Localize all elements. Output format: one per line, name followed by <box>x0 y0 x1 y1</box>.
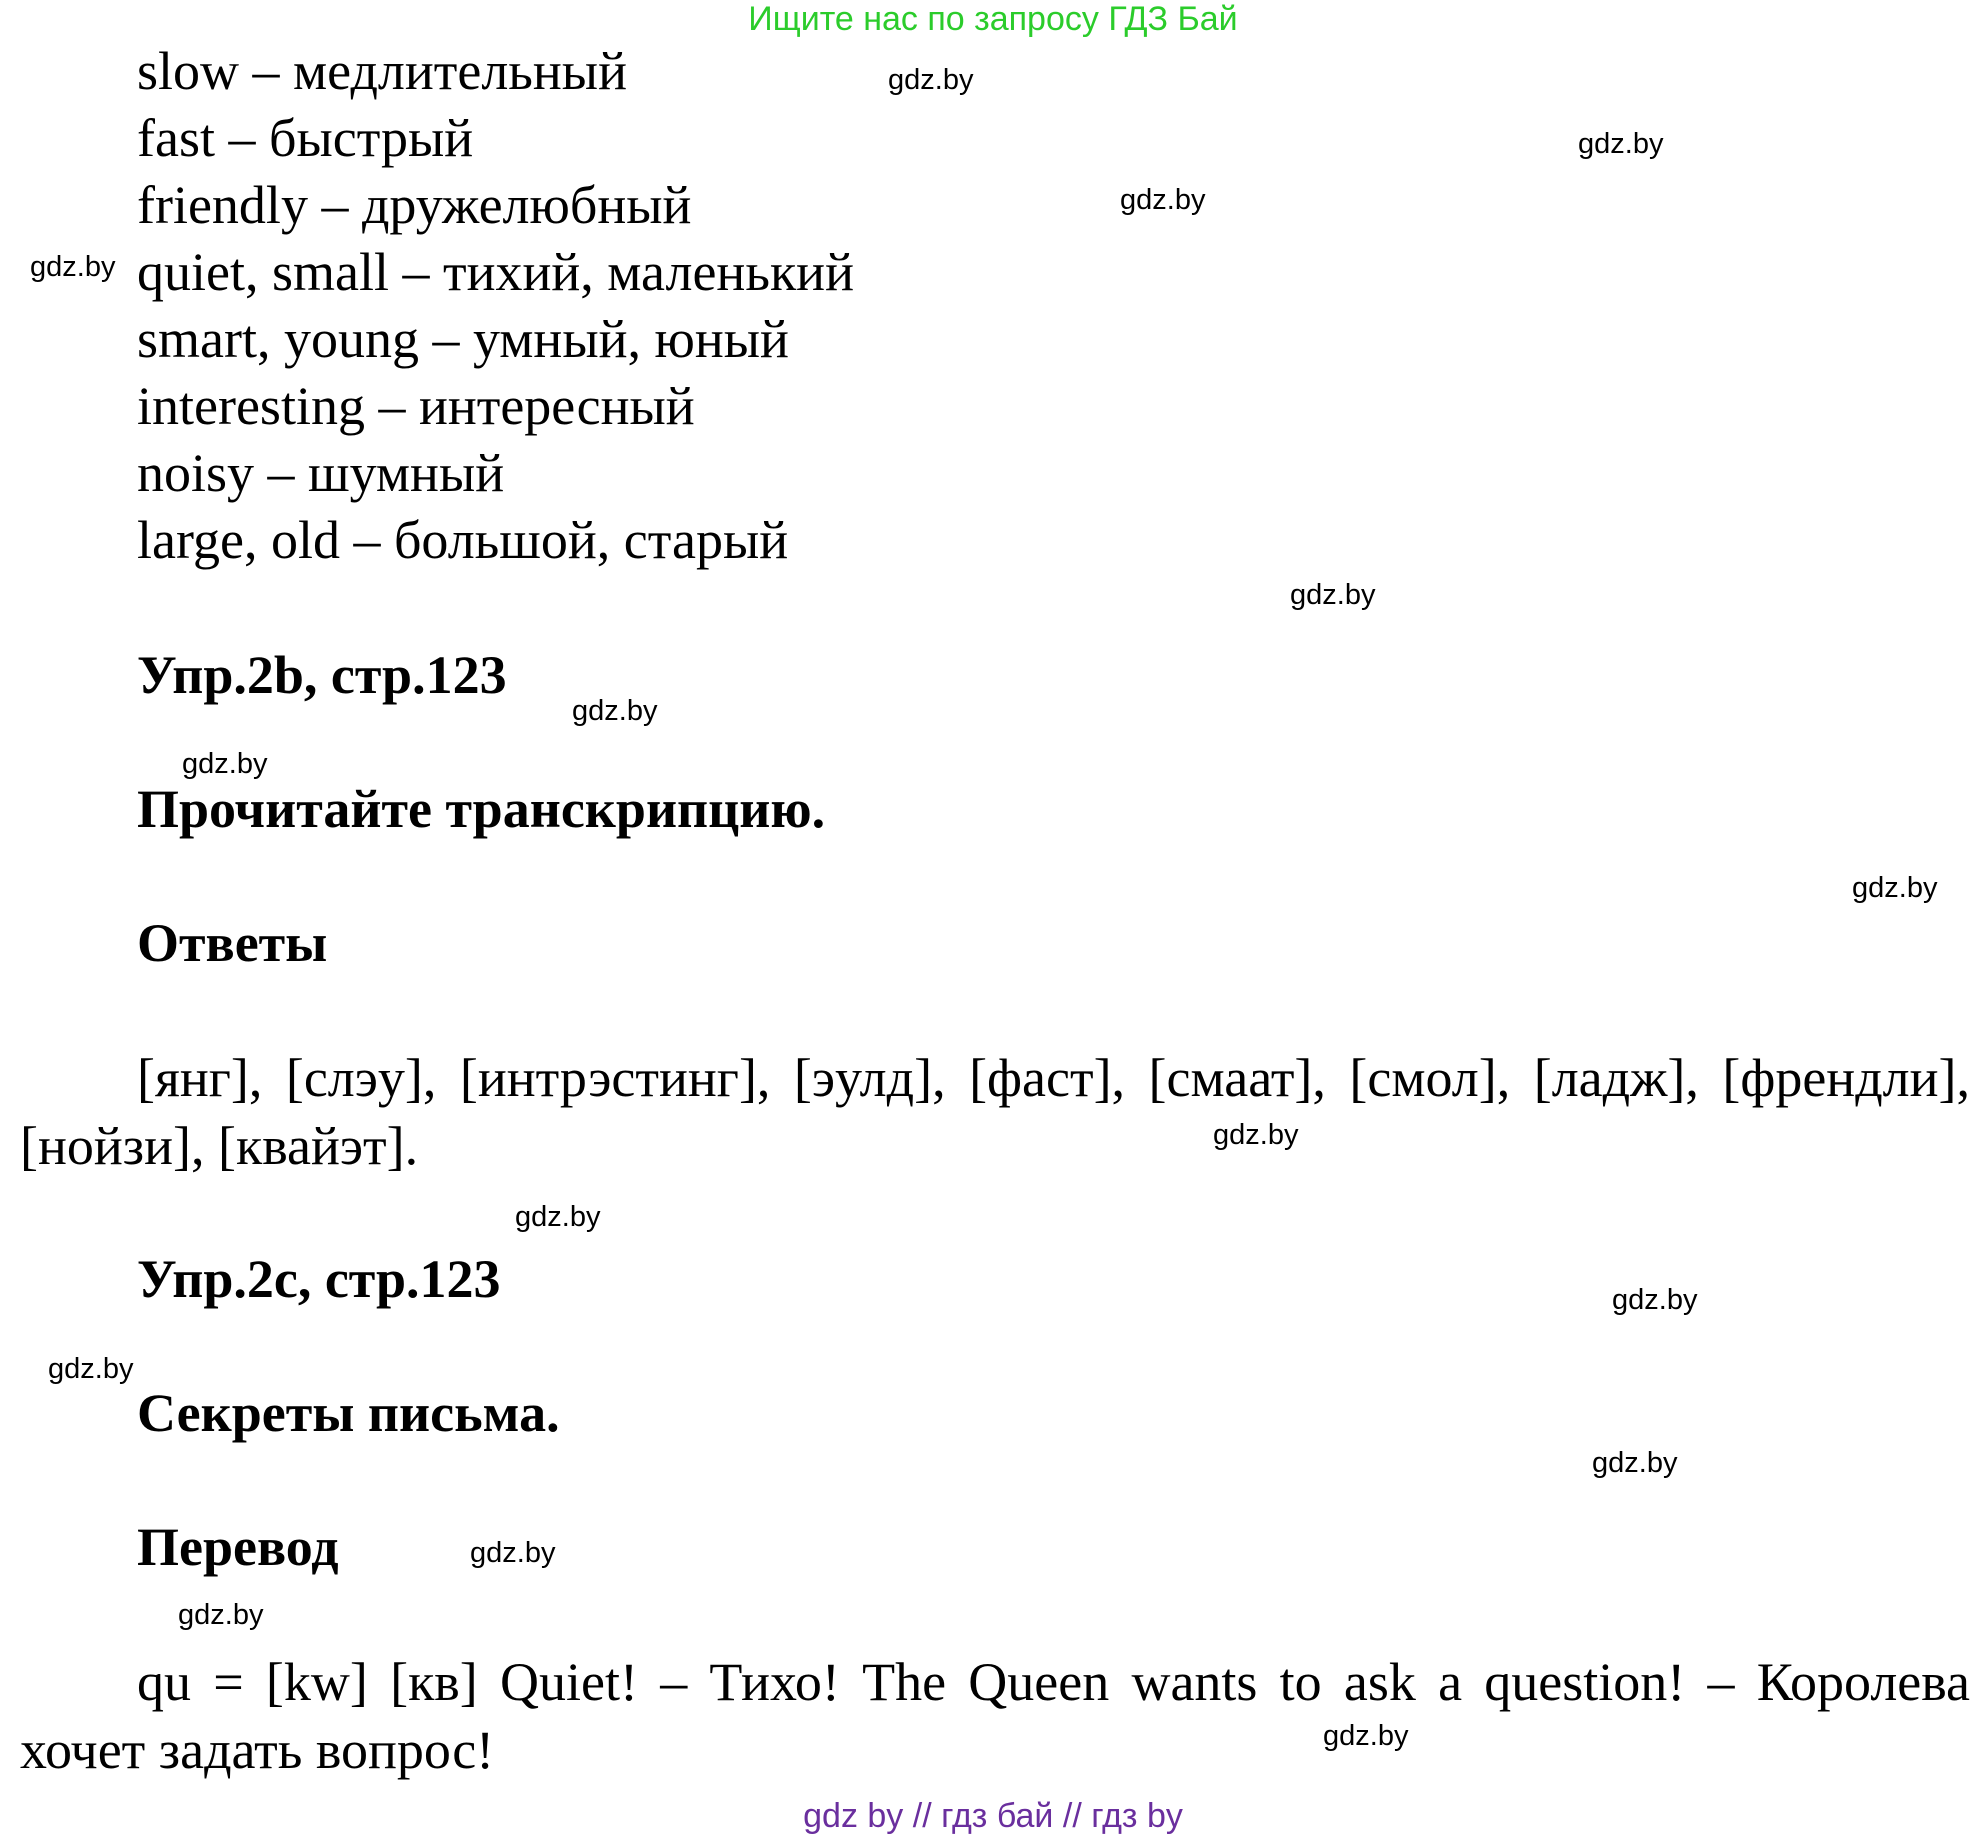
watermark: gdz.by <box>572 695 658 727</box>
watermark: gdz.by <box>178 1599 264 1631</box>
vocab-line-1: slow – медлительный <box>137 41 627 101</box>
exercise-2b-task: Прочитайте транскрипцию. <box>137 779 826 839</box>
watermark: gdz.by <box>1612 1284 1698 1316</box>
vocab-line-4: quiet, small – тихий, маленький <box>137 242 854 302</box>
vocab-line-6: interesting – интересный <box>137 376 695 436</box>
watermark: gdz.by <box>515 1201 601 1233</box>
exercise-2b-title: Упр.2b, стр.123 <box>137 645 507 705</box>
answers-heading: Ответы <box>137 913 328 973</box>
watermark: gdz.by <box>1290 579 1376 611</box>
watermark: gdz.by <box>1578 128 1664 160</box>
vocab-line-8: large, old – большой, старый <box>137 510 789 570</box>
watermark: gdz.by <box>1120 184 1206 216</box>
footer-links: gdz by // гдз бай // гдз by <box>803 1797 1183 1835</box>
watermark: gdz.by <box>470 1537 556 1569</box>
search-banner: Ищите нас по запросу ГДЗ Бай <box>748 0 1238 38</box>
watermark: gdz.by <box>1852 872 1938 904</box>
watermark: gdz.by <box>48 1353 134 1385</box>
vocab-line-7: noisy – шумный <box>137 443 505 503</box>
watermark: gdz.by <box>30 251 116 283</box>
watermark: gdz.by <box>888 64 974 96</box>
exercise-2c-task: Секреты письма. <box>137 1383 560 1443</box>
watermark: gdz.by <box>1323 1720 1409 1752</box>
transcription-answer: [янг], [слэу], [интрэстинг], [эулд], [фаст], [смаат], [смол], [ладж], [френдли], [нойзи], [квайэт]. <box>20 1048 1970 1176</box>
translation-text: qu = [kw] [кв] Quiet! – Тихо! The Queen wants to ask a question! – Королева хочет задать вопрос! <box>20 1652 1970 1780</box>
vocab-line-3: friendly – дружелюбный <box>137 175 692 235</box>
translation-heading: Перевод <box>137 1517 339 1577</box>
watermark: gdz.by <box>1213 1119 1299 1151</box>
watermark: gdz.by <box>182 748 268 780</box>
vocab-line-5: smart, young – умный, юный <box>137 309 789 369</box>
exercise-2c-title: Упр.2c, стр.123 <box>137 1249 501 1309</box>
vocab-line-2: fast – быстрый <box>137 108 474 168</box>
watermark: gdz.by <box>1592 1447 1678 1479</box>
